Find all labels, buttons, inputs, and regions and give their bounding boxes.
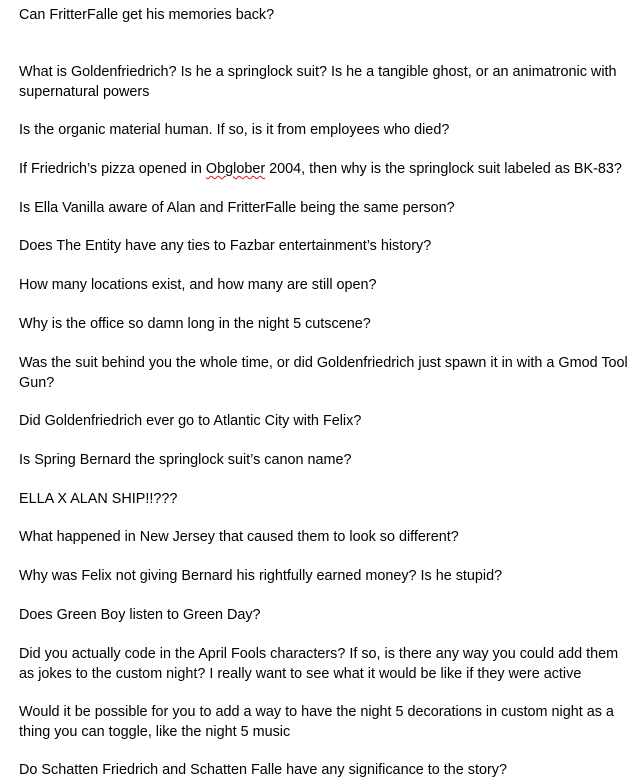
- paragraph-3: Is the organic material human. If so, is it from employees who died?: [19, 122, 450, 138]
- misspelled-word[interactable]: Obglober: [205, 161, 266, 177]
- paragraph-16: Did you actually code in the April Fools characters? If so, is there any way you could add them as jokes to the custom night? I really want to see what it would be like if they were active: [19, 646, 619, 682]
- paragraph-4-before: If Friedrich’s pizza opened in: [19, 161, 206, 177]
- paragraph-4: [19, 160, 622, 180]
- paragraph-17: Would it be possible for you to add a way to have the night 5 decorations in custom night as a thing you can toggle, like the night 5 music: [19, 704, 614, 740]
- paragraph-10: Did Goldenfriedrich ever go to Atlantic City with Felix?: [19, 413, 362, 429]
- paragraph-1: Can FritterFalle get his memories back?: [19, 7, 275, 23]
- paragraph-6: Does The Entity have any ties to Fazbar entertainment’s history?: [19, 238, 432, 254]
- paragraph-7: How many locations exist, and how many are still open?: [19, 277, 377, 293]
- paragraph-9: Was the suit behind you the whole time, or did Goldenfriedrich just spawn it in with a Gmod Tool Gun?: [19, 355, 628, 391]
- paragraph-11: Is Spring Bernard the springlock suit’s canon name?: [19, 452, 352, 468]
- paragraph-8: Why is the office so damn long in the night 5 cutscene?: [19, 316, 371, 332]
- paragraph-4-after: 2004, then why is the springlock suit labeled as BK-83?: [265, 161, 622, 177]
- paragraph-13: What happened in New Jersey that caused them to look so different?: [19, 529, 459, 545]
- paragraph-5: Is Ella Vanilla aware of Alan and FritterFalle being the same person?: [19, 200, 455, 216]
- paragraph-14: Why was Felix not giving Bernard his rightfully earned money? Is he stupid?: [19, 568, 503, 584]
- paragraph-2: What is Goldenfriedrich? Is he a springlock suit? Is he a tangible ghost, or an animatronic with supernatural powers: [19, 64, 617, 100]
- paragraph-15: Does Green Boy listen to Green Day?: [19, 607, 261, 623]
- paragraph-18: Do Schatten Friedrich and Schatten Falle have any significance to the story?: [19, 762, 507, 778]
- paragraph-12: ELLA X ALAN SHIP!!???: [19, 491, 178, 507]
